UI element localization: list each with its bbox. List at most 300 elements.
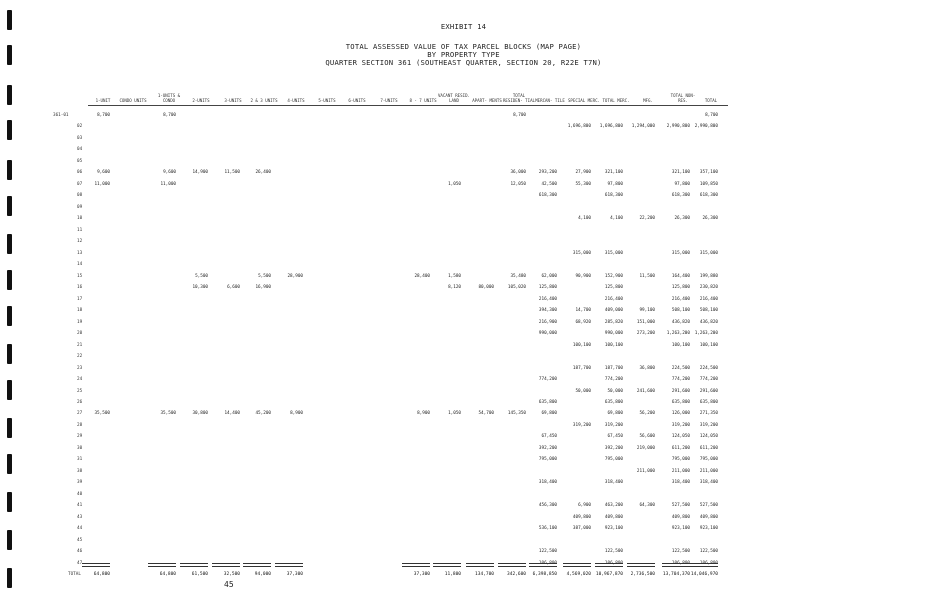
cell-nonres: 315,000 xyxy=(671,250,690,256)
cell-tmerc: 50,000 xyxy=(607,388,623,394)
binder-hole xyxy=(7,306,12,326)
cell-tmerc: 69,800 xyxy=(607,411,623,417)
cell-mfg: 11,500 xyxy=(639,273,655,279)
cell-mfg: 241,600 xyxy=(636,388,655,394)
column-header-u5 xyxy=(310,83,344,103)
total-underline xyxy=(690,566,718,567)
row-label: 12 xyxy=(77,239,83,245)
cell-nonres: 126,000 xyxy=(671,411,690,417)
cell-tmerc: 392,200 xyxy=(604,445,623,451)
cell-merc: 125,800 xyxy=(538,285,557,291)
cell-u23: 45,200 xyxy=(255,411,271,417)
column-header-spec xyxy=(567,83,601,103)
column-header-label: 8 - 7 UNITS xyxy=(409,98,437,103)
page-number: 45 xyxy=(224,580,234,589)
cell-tmerc: 152,900 xyxy=(604,273,623,279)
cell-u3: 14,400 xyxy=(224,411,240,417)
cell-total: 1,263,200 xyxy=(694,331,718,337)
cell-u4: 28,900 xyxy=(287,273,303,279)
total-underline xyxy=(433,563,461,564)
column-header-label: 2-UNITS xyxy=(192,98,210,103)
cell-u1: 11,000 xyxy=(94,181,110,187)
total-cell-u87: 37,300 xyxy=(413,572,430,577)
row-label: 19 xyxy=(77,319,83,325)
total-underline xyxy=(148,563,176,564)
cell-total: 230,820 xyxy=(699,285,718,291)
row-label: 31 xyxy=(77,457,83,463)
cell-merc: 392,200 xyxy=(538,445,557,451)
total-cell-tmerc: 10,967,870 xyxy=(595,572,623,577)
cell-tmerc: 923,100 xyxy=(604,526,623,532)
row-label: 28 xyxy=(77,422,83,428)
cell-tmerc: 4,100 xyxy=(610,216,623,222)
cell-total: 436,820 xyxy=(699,319,718,325)
cell-total: 211,000 xyxy=(699,468,718,474)
total-cell-u23: 94,000 xyxy=(254,572,271,577)
cell-merc: 42,500 xyxy=(541,181,557,187)
cell-merc: 293,200 xyxy=(538,170,557,176)
cell-merc: 318,400 xyxy=(538,480,557,486)
cell-total: 291,600 xyxy=(699,388,718,394)
cell-tmerc: 618,300 xyxy=(604,193,623,199)
cell-mfg: 56,200 xyxy=(639,411,655,417)
cell-u2: 30,800 xyxy=(192,411,208,417)
cell-spec: 27,900 xyxy=(575,170,591,176)
cell-mfg: 151,000 xyxy=(636,319,655,325)
column-header-u7 xyxy=(372,83,406,103)
cell-total: 315,000 xyxy=(699,250,718,256)
total-cell-total: 14,046,970 xyxy=(690,572,718,577)
row-label: 16 xyxy=(77,285,83,291)
cell-mfg: 36,800 xyxy=(639,365,655,371)
cell-merc: 394,300 xyxy=(538,308,557,314)
cell-tmerc: 463,200 xyxy=(604,503,623,509)
total-underline xyxy=(498,563,526,564)
column-header-u1 xyxy=(86,83,120,103)
cell-u1c: 35,500 xyxy=(160,411,176,417)
column-header-tmerc xyxy=(599,83,633,103)
cell-tmerc: 321,100 xyxy=(604,170,623,176)
row-label: 11 xyxy=(77,227,83,233)
cell-merc: 795,000 xyxy=(538,457,557,463)
cell-nonres: 795,000 xyxy=(671,457,690,463)
row-label: 18 xyxy=(77,308,83,314)
total-underline xyxy=(690,563,718,564)
cell-spec: 100,100 xyxy=(572,342,591,348)
total-underline xyxy=(243,563,271,564)
cell-nonres: 291,600 xyxy=(671,388,690,394)
column-header-label: TOTAL xyxy=(704,98,718,103)
column-header-u87 xyxy=(406,83,440,103)
row-label: 43 xyxy=(77,514,83,520)
column-header-apt xyxy=(470,83,504,103)
cell-u1c: 8,700 xyxy=(163,113,176,118)
cell-u87: 28,400 xyxy=(414,273,430,279)
cell-merc: 618,300 xyxy=(538,193,557,199)
total-underline xyxy=(662,563,690,564)
cell-nonres: 211,000 xyxy=(671,468,690,474)
column-header-merc xyxy=(533,83,567,103)
cell-tmerc: 125,800 xyxy=(604,285,623,291)
cell-nonres: 319,200 xyxy=(671,422,690,428)
cell-tmerc: 1,696,800 xyxy=(599,124,623,130)
row-label: 47 xyxy=(77,560,83,566)
total-underline xyxy=(275,566,303,567)
row-label: 39 xyxy=(77,480,83,486)
cell-spec: 4,100 xyxy=(578,216,591,222)
cell-res: 145,350 xyxy=(507,411,526,417)
total-underline xyxy=(595,563,623,564)
cell-merc: 69,800 xyxy=(541,411,557,417)
total-underline xyxy=(627,563,655,564)
binder-hole xyxy=(7,492,12,512)
total-cell-nonres: 13,704,370 xyxy=(662,572,690,577)
column-header-label: TOTAL RESIDEN- TIAL xyxy=(502,93,536,103)
cell-total: 611,200 xyxy=(699,445,718,451)
cell-tmerc: 67,450 xyxy=(607,434,623,440)
cell-total: 774,200 xyxy=(699,377,718,383)
total-underline xyxy=(595,566,623,567)
cell-tmerc: 318,400 xyxy=(604,480,623,486)
total-underline xyxy=(529,563,557,564)
row-label: 40 xyxy=(77,491,83,497)
cell-res: 8,700 xyxy=(513,113,526,118)
cell-u2: 14,900 xyxy=(192,170,208,176)
cell-u3: 6,600 xyxy=(227,285,240,291)
header-rule xyxy=(88,105,728,106)
cell-total: 109,850 xyxy=(699,181,718,187)
total-underline xyxy=(466,563,494,564)
cell-u23: 5,500 xyxy=(258,273,271,279)
row-label: 21 xyxy=(77,342,83,348)
cell-spec: 14,700 xyxy=(575,308,591,314)
cell-merc: 122,500 xyxy=(538,549,557,555)
cell-u3: 11,500 xyxy=(224,170,240,176)
binder-hole xyxy=(7,270,12,290)
column-header-vac xyxy=(437,83,471,103)
cell-total: 224,500 xyxy=(699,365,718,371)
total-cell-mfg: 2,736,500 xyxy=(630,572,655,577)
report-subtitle: BY PROPERTY TYPE xyxy=(427,50,500,59)
total-cell-res: 342,600 xyxy=(507,572,526,577)
row-label: 08 xyxy=(77,193,83,199)
cell-u4: 8,900 xyxy=(290,411,303,417)
column-header-label: 4-UNITS xyxy=(287,98,305,103)
column-header-u1c xyxy=(152,83,186,103)
cell-total: 319,200 xyxy=(699,422,718,428)
cell-nonres: 122,500 xyxy=(671,549,690,555)
row-label: 06 xyxy=(77,170,83,176)
cell-mfg: 219,000 xyxy=(636,445,655,451)
row-label: 14 xyxy=(77,262,83,268)
total-underline xyxy=(402,563,430,564)
row-label: 20 xyxy=(77,331,83,337)
cell-total: 357,100 xyxy=(699,170,718,176)
cell-tmerc: 795,000 xyxy=(604,457,623,463)
binder-hole xyxy=(7,530,12,550)
row-label: 25 xyxy=(77,388,83,394)
row-label: 26 xyxy=(77,400,83,405)
cell-spec: 319,200 xyxy=(572,422,591,428)
column-header-label: TOTAL MERC. xyxy=(602,98,630,103)
cell-total: 8,700 xyxy=(705,113,718,118)
cell-total: 26,300 xyxy=(702,216,718,222)
cell-total: 923,100 xyxy=(699,526,718,532)
cell-tmerc: 319,200 xyxy=(604,422,623,428)
column-header-u2 xyxy=(184,83,218,103)
row-label: 17 xyxy=(77,296,83,302)
total-underline xyxy=(563,563,591,564)
cell-spec: 50,000 xyxy=(575,388,591,394)
total-underline xyxy=(563,566,591,567)
cell-nonres: 100,100 xyxy=(671,342,690,348)
cell-u1c: 11,000 xyxy=(160,181,176,187)
binder-hole xyxy=(7,85,12,105)
total-cell-u2: 61,500 xyxy=(191,572,208,577)
cell-merc: 774,200 xyxy=(538,377,557,383)
total-cell-u1: 64,800 xyxy=(93,572,110,577)
cell-nonres: 618,300 xyxy=(671,193,690,199)
row-label: 46 xyxy=(77,549,83,555)
total-cell-merc: 6,398,850 xyxy=(532,572,557,577)
column-header-total xyxy=(694,83,728,103)
total-underline xyxy=(243,566,271,567)
column-header-label: 7-UNITS xyxy=(380,98,398,103)
cell-res: 36,000 xyxy=(510,170,526,176)
cell-u87: 8,900 xyxy=(417,411,430,417)
cell-spec: 1,696,800 xyxy=(567,124,591,130)
cell-total: 122,500 xyxy=(699,549,718,555)
cell-total: 635,800 xyxy=(699,400,718,405)
row-label: 41 xyxy=(77,503,83,509)
cell-u1: 35,500 xyxy=(94,411,110,417)
row-label: 10 xyxy=(77,216,83,222)
total-underline xyxy=(498,566,526,567)
cell-total: 409,800 xyxy=(699,514,718,520)
cell-vac: 1,050 xyxy=(448,411,461,417)
cell-nonres: 97,800 xyxy=(674,181,690,187)
cell-nonres: 164,400 xyxy=(671,273,690,279)
cell-total: 508,100 xyxy=(699,308,718,314)
row-label: 27 xyxy=(77,411,83,417)
cell-u2: 10,300 xyxy=(192,285,208,291)
total-underline xyxy=(212,563,240,564)
column-header-mfg xyxy=(631,83,665,103)
cell-nonres: 318,400 xyxy=(671,480,690,486)
total-underline xyxy=(180,563,208,564)
total-underline xyxy=(180,566,208,567)
cell-nonres: 124,050 xyxy=(671,434,690,440)
binder-hole xyxy=(7,418,12,438)
row-label: 22 xyxy=(77,354,83,360)
cell-total: 216,400 xyxy=(699,296,718,302)
row-label: 29 xyxy=(77,434,83,440)
cell-tmerc: 774,200 xyxy=(604,377,623,383)
cell-nonres: 635,800 xyxy=(671,400,690,405)
cell-nonres: 774,200 xyxy=(671,377,690,383)
cell-nonres: 216,400 xyxy=(671,296,690,302)
cell-nonres: 2,990,800 xyxy=(666,124,690,130)
cell-nonres: 26,300 xyxy=(674,216,690,222)
cell-total: 100,100 xyxy=(699,342,718,348)
binder-hole xyxy=(7,196,12,216)
cell-total: 124,050 xyxy=(699,434,718,440)
cell-total: 2,990,800 xyxy=(694,124,718,130)
binder-hole xyxy=(7,120,12,140)
cell-vac: 1,050 xyxy=(448,181,461,187)
cell-nonres: 321,100 xyxy=(671,170,690,176)
cell-res: 12,050 xyxy=(510,181,526,187)
cell-total: 527,500 xyxy=(699,503,718,509)
cell-u1: 9,600 xyxy=(97,170,110,176)
column-header-label: APART- MENTS xyxy=(472,98,502,103)
row-label: 45 xyxy=(77,537,83,543)
cell-mfg: 22,200 xyxy=(639,216,655,222)
cell-mfg: 64,300 xyxy=(639,503,655,509)
cell-tmerc: 100,100 xyxy=(604,342,623,348)
cell-res: 105,020 xyxy=(507,285,526,291)
cell-tmerc: 97,800 xyxy=(607,181,623,187)
cell-tmerc: 122,500 xyxy=(604,549,623,555)
binder-hole xyxy=(7,344,12,364)
binder-hole xyxy=(7,160,12,180)
cell-merc: 536,100 xyxy=(538,526,557,532)
column-header-label: 6-UNITS xyxy=(348,98,366,103)
cell-nonres: 409,800 xyxy=(671,514,690,520)
row-label: 03 xyxy=(77,135,83,141)
column-header-label: TOTAL NON-RES. xyxy=(670,93,696,103)
row-label: 38 xyxy=(77,468,83,474)
cell-spec: 187,700 xyxy=(572,365,591,371)
cell-tmerc: 285,820 xyxy=(604,319,623,325)
total-cell-u3: 32,500 xyxy=(223,572,240,577)
cell-mfg: 56,600 xyxy=(639,434,655,440)
cell-res: 35,480 xyxy=(510,273,526,279)
total-underline xyxy=(662,566,690,567)
column-header-u4 xyxy=(279,83,313,103)
cell-total: 271,350 xyxy=(699,411,718,417)
total-underline xyxy=(212,566,240,567)
binder-hole xyxy=(7,454,12,474)
row-label: 15 xyxy=(77,273,83,279)
binder-hole xyxy=(7,568,12,588)
cell-nonres: 224,500 xyxy=(671,365,690,371)
column-header-label: SPECIAL MERC. xyxy=(567,98,601,103)
cell-tmerc: 635,800 xyxy=(604,400,623,405)
cell-merc: 990,000 xyxy=(538,331,557,337)
column-header-u23 xyxy=(247,83,281,103)
cell-u23: 16,900 xyxy=(255,285,271,291)
total-cell-spec: 4,569,020 xyxy=(566,572,591,577)
cell-mfg: 1,294,000 xyxy=(631,124,655,130)
row-label: 09 xyxy=(77,204,83,210)
cell-total: 199,880 xyxy=(699,273,718,279)
row-label: 05 xyxy=(77,158,83,164)
column-header-u3 xyxy=(216,83,250,103)
cell-u1c: 9,600 xyxy=(163,170,176,176)
cell-spec: 315,000 xyxy=(572,250,591,256)
column-header-res xyxy=(502,83,536,103)
cell-merc: 456,300 xyxy=(538,503,557,509)
cell-u23: 26,400 xyxy=(255,170,271,176)
column-header-label: 2 & 3 UNITS xyxy=(250,98,278,103)
report-title: TOTAL ASSESSED VALUE OF TAX PARCEL BLOCKS (MAP PAGE) xyxy=(345,42,582,51)
cell-total: 618,300 xyxy=(699,193,718,199)
cell-merc: 67,450 xyxy=(541,434,557,440)
cell-tmerc: 409,800 xyxy=(604,514,623,520)
column-header-label: VACANT RESID. LAND xyxy=(437,93,471,103)
total-underline xyxy=(82,566,110,567)
cell-merc: 62,000 xyxy=(541,273,557,279)
total-underline xyxy=(148,566,176,567)
cell-tmerc: 990,000 xyxy=(604,331,623,337)
cell-nonres: 1,263,200 xyxy=(666,331,690,337)
column-header-label: MFG. xyxy=(643,98,653,103)
cell-u1: 8,700 xyxy=(97,113,110,118)
total-row-label: TOTAL xyxy=(68,572,81,577)
total-underline xyxy=(82,563,110,564)
cell-total: 795,000 xyxy=(699,457,718,463)
column-header-u6 xyxy=(340,83,374,103)
column-header-condo xyxy=(116,83,150,103)
column-header-label: 3-UNITS xyxy=(224,98,242,103)
total-underline xyxy=(275,563,303,564)
cell-u2: 5,500 xyxy=(195,273,208,279)
total-cell-u4: 37,300 xyxy=(286,572,303,577)
binder-hole xyxy=(7,380,12,400)
row-label: 44 xyxy=(77,526,83,532)
cell-spec: 68,920 xyxy=(575,319,591,325)
total-cell-apt: 134,700 xyxy=(475,572,494,577)
total-cell-vac: 11,800 xyxy=(444,572,461,577)
cell-merc: 635,800 xyxy=(538,400,557,405)
report-location: QUARTER SECTION 361 (SOUTHEAST QUARTER, SECTION 20, R22E T7N) xyxy=(325,58,602,67)
cell-total: 318,400 xyxy=(699,480,718,486)
cell-spec: 55,300 xyxy=(575,181,591,187)
column-header-label: MERCAN- TILE xyxy=(535,98,565,103)
cell-apt: 80,000 xyxy=(478,285,494,291)
cell-merc: 216,900 xyxy=(538,319,557,325)
cell-nonres: 923,100 xyxy=(671,526,690,532)
row-label: 24 xyxy=(77,377,83,383)
row-label: 13 xyxy=(77,250,83,256)
exhibit-label: EXHIBIT 14 xyxy=(440,22,487,31)
cell-tmerc: 315,000 xyxy=(604,250,623,256)
total-cell-u1c: 64,800 xyxy=(159,572,176,577)
total-underline xyxy=(402,566,430,567)
cell-spec: 387,000 xyxy=(572,526,591,532)
cell-spec: 409,800 xyxy=(572,514,591,520)
row-label: 02 xyxy=(77,124,83,130)
cell-nonres: 125,800 xyxy=(671,285,690,291)
row-label: 07 xyxy=(77,181,83,187)
cell-spec: 90,900 xyxy=(575,273,591,279)
cell-tmerc: 409,000 xyxy=(604,308,623,314)
row-label: 04 xyxy=(77,147,83,153)
column-header-label: 1-UNITS & CONDO xyxy=(157,93,181,103)
total-underline xyxy=(466,566,494,567)
column-header-label: 1-UNIT xyxy=(95,98,111,103)
cell-spec: 6,900 xyxy=(578,503,591,509)
cell-nonres: 611,200 xyxy=(671,445,690,451)
cell-nonres: 527,500 xyxy=(671,503,690,509)
cell-nonres: 508,100 xyxy=(671,308,690,314)
total-underline xyxy=(433,566,461,567)
cell-vac: 8,120 xyxy=(448,285,461,291)
column-header-label: 5-UNITS xyxy=(318,98,336,103)
cell-apt: 54,700 xyxy=(478,411,494,417)
cell-mfg: 273,200 xyxy=(636,331,655,337)
